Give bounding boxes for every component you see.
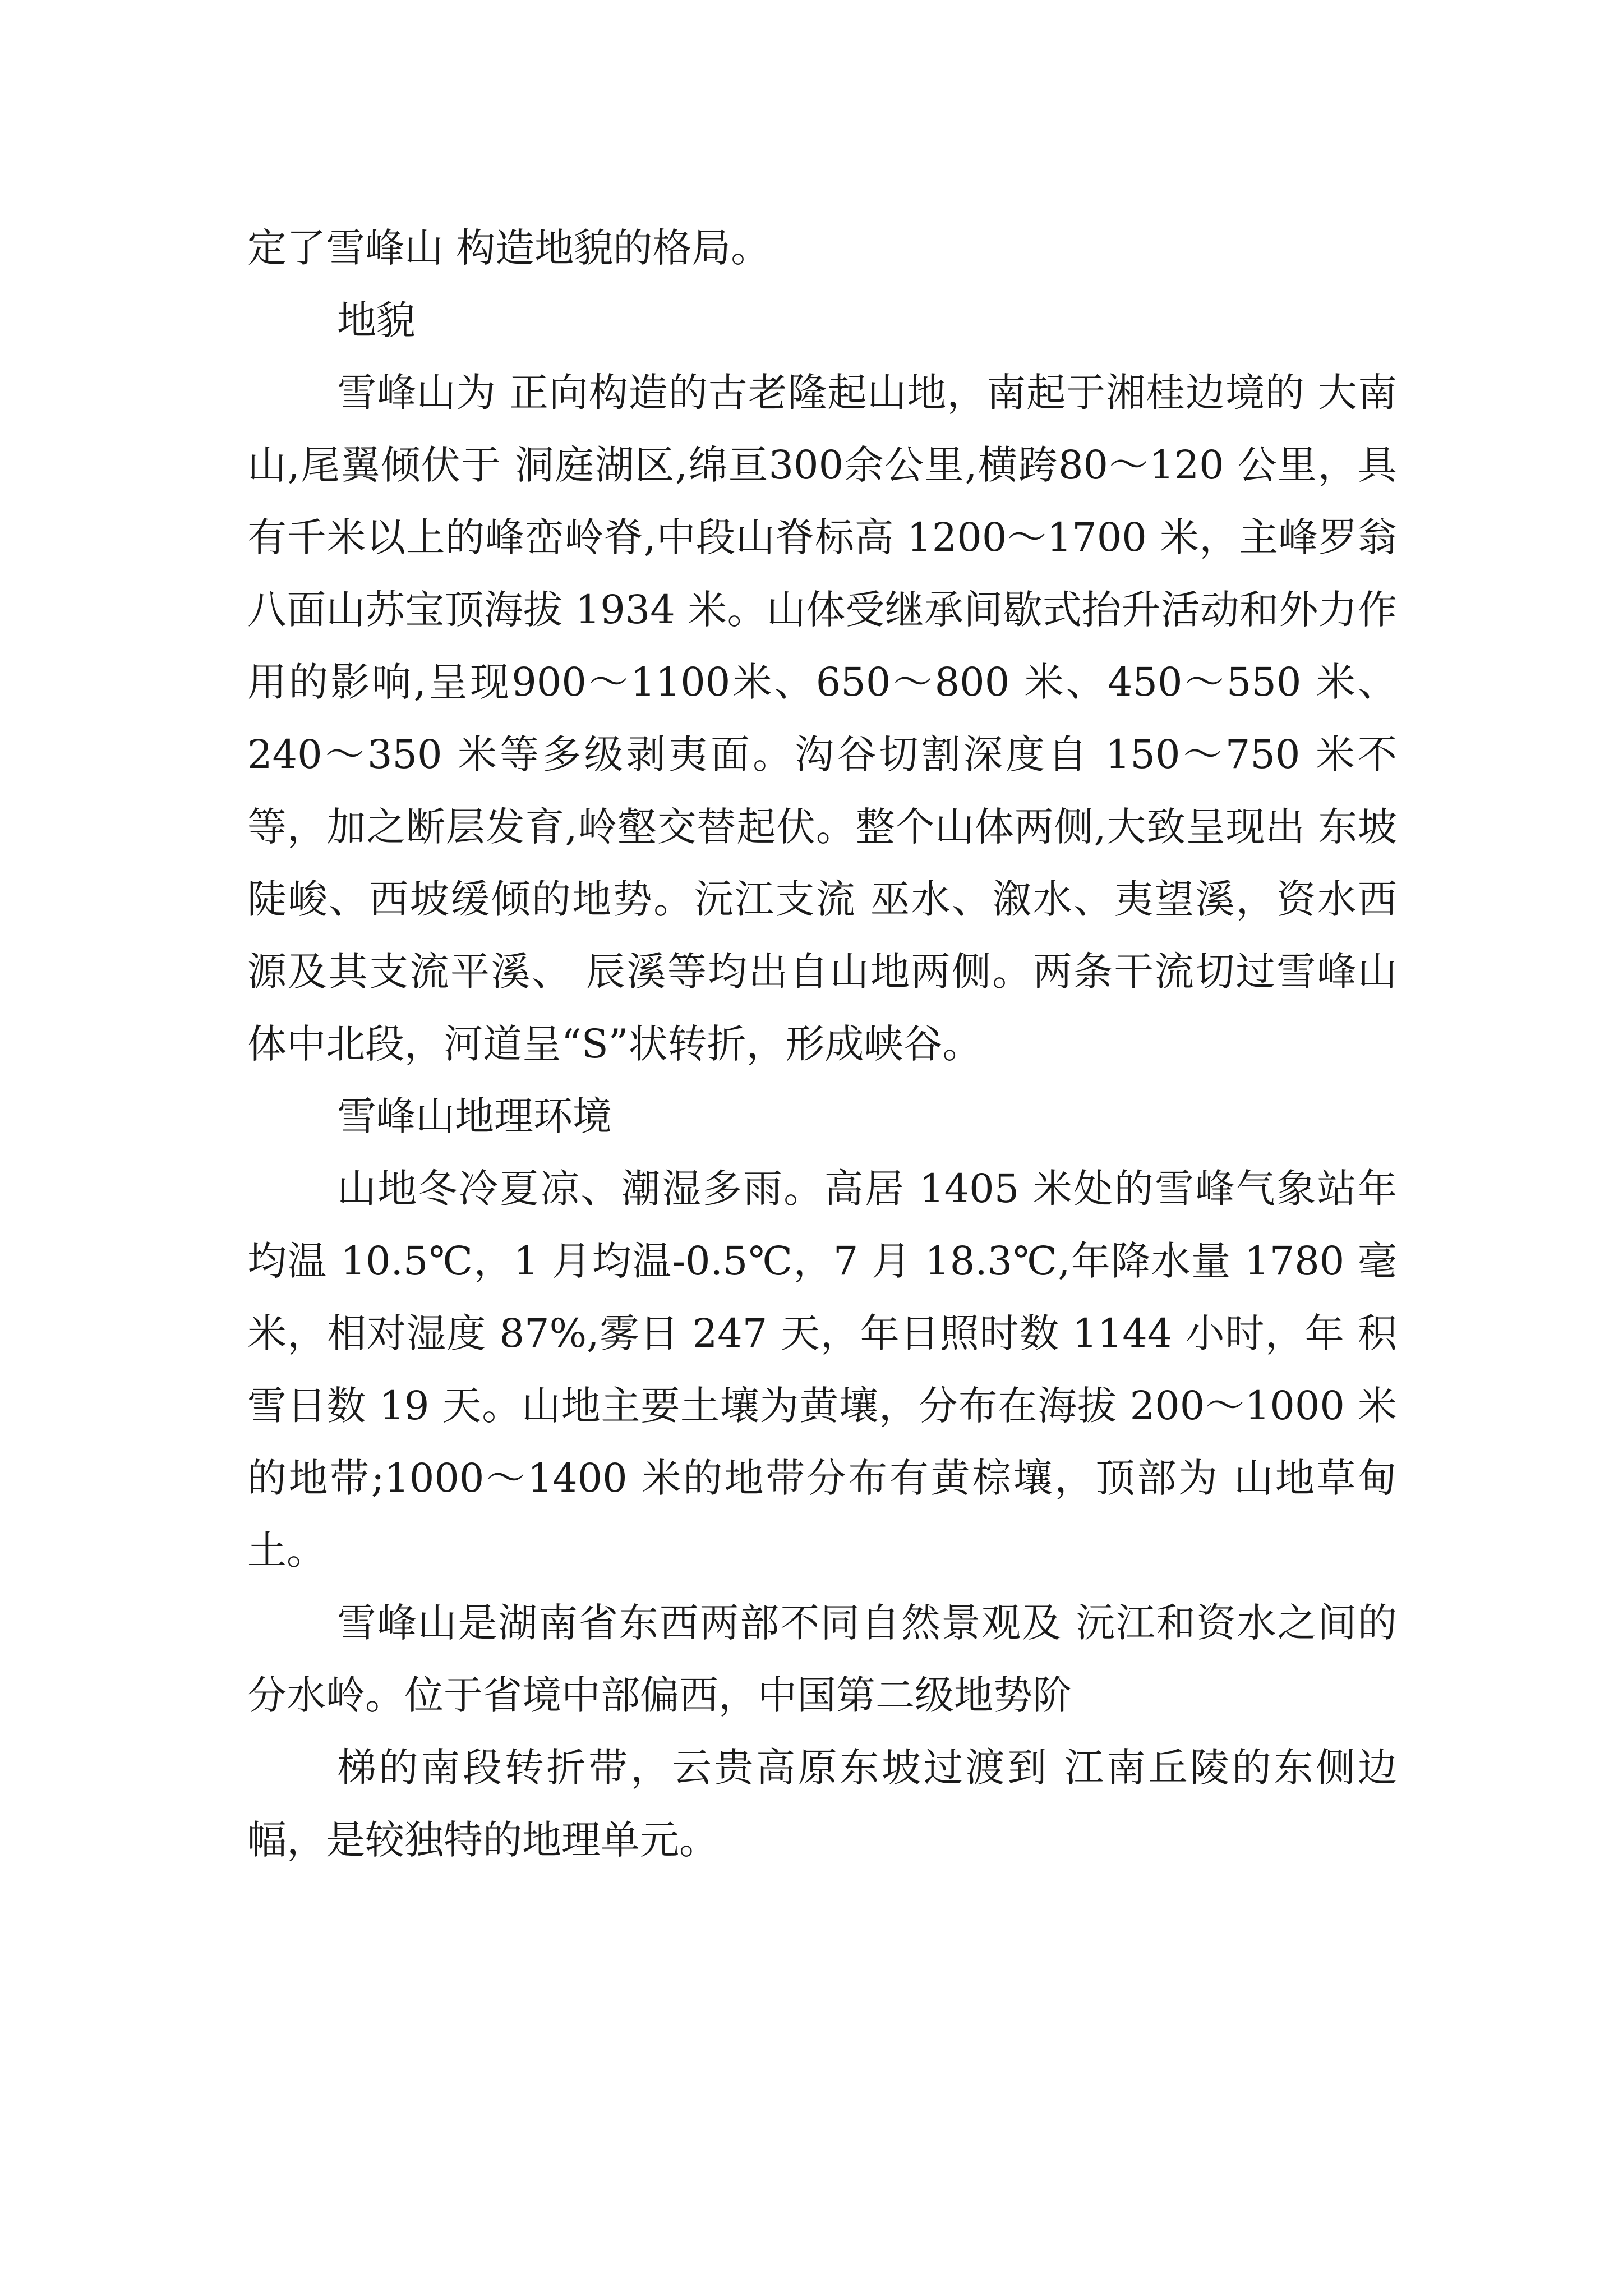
paragraph-continuation: 定了雪峰山 构造地貌的格局。: [247, 225, 771, 271]
paragraph-climate: 山地冬冷夏凉、潮湿多雨。高居 1405 米处的雪峰气象站年均温 10.5℃，1 月均温-0.5℃，7 月 18.3℃,年降水量 1780 毫米，相对湿度 87%,雾日 247 天，年日照时数 1144 小时，年 积雪日数 19 天。山地主要土壤为黄壤，分布在海拔 200～1000 米的地带;1000～1400 米的地带分布有黄棕壤，顶部为 山地草甸土。: [247, 1166, 1397, 1573]
section-heading-landform: 地貌: [337, 297, 416, 343]
document-body: [247, 212, 1397, 1876]
paragraph-geographic-unit: 梯的南段转折带，云贵高原东坡过渡到 江南丘陵的东侧边幅，是较独特的地理单元。: [247, 1745, 1397, 1863]
section-heading-environment: 雪峰山地理环境: [337, 1093, 612, 1139]
paragraph-watershed: 雪峰山是湖南省东西两部不同自然景观及 沅江和资水之间的分水岭。位于省境中部偏西，中国第二级地势阶: [247, 1600, 1397, 1718]
paragraph-landform: 雪峰山为 正向构造的古老隆起山地，南起于湘桂边境的 大南山,尾翼倾伏于 洞庭湖区,绵亘300余公里,横跨80～120 公里，具有千米以上的峰峦岭脊,中段山脊标高 1200～1700 米，主峰罗翁 八面山苏宝顶海拔 1934 米。山体受继承间歇式抬升活动和外力作用的影响,呈现900～1100米、650～800 米、450～550 米、240～350 米等多级剥夷面。沟谷切割深度自 150～750 米不等，加之断层发育,岭壑交替起伏。整个山体两侧,大致呈现出 东坡陡峻、西坡缓倾的地势。沅江支流 巫水、溆水、夷望溪，资水西源及其支流平溪、 辰溪等均出自山地两侧。两条干流切过雪峰山体中北段，河道呈“S”状转折，形成峡谷。: [247, 370, 1397, 1067]
